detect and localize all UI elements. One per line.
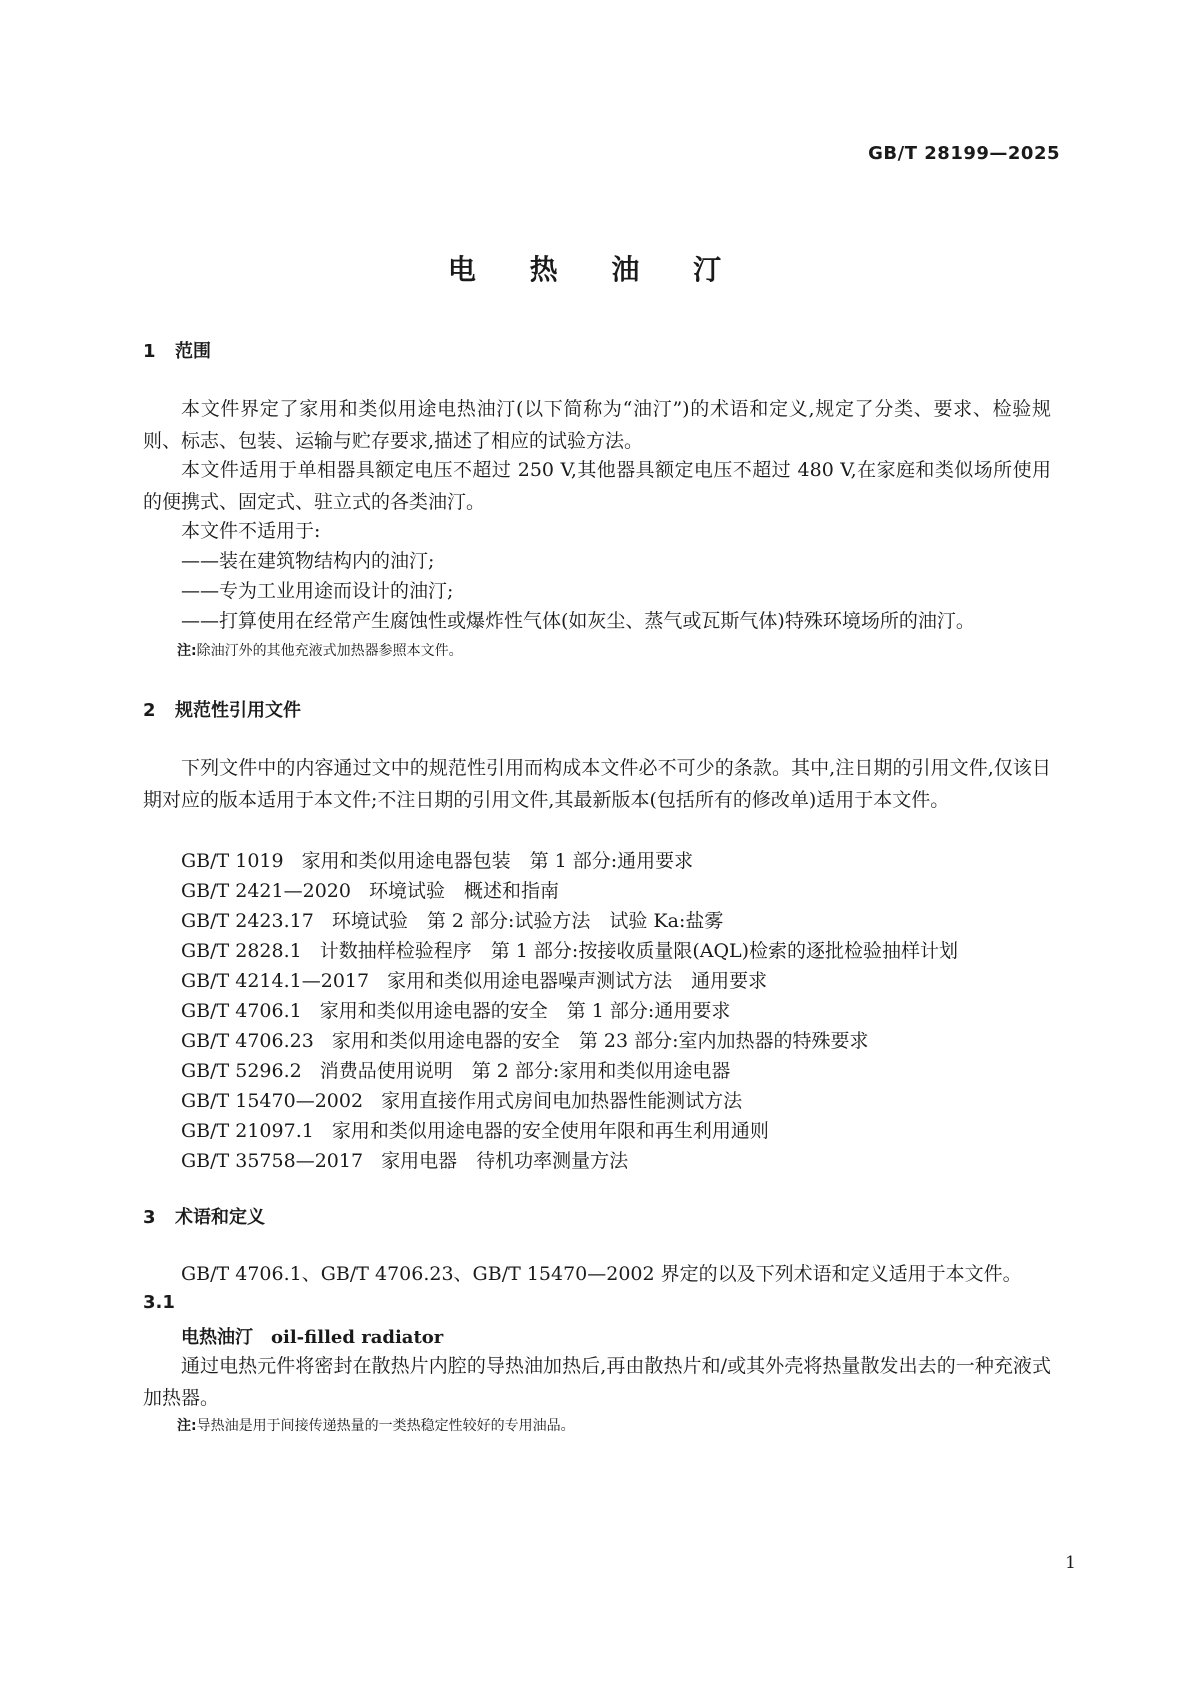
scope-note [177, 640, 463, 660]
reference-title: 家用和类似用途电器的安全 第 1 部分:通用要求 [319, 1000, 731, 1022]
section-number: 3 [143, 1207, 156, 1228]
term-number: 3.1 [143, 1292, 175, 1313]
document-title: 电 热 油 汀 [447, 253, 744, 286]
reference-code: GB/T 2421—2020 [181, 880, 351, 902]
term-chinese: 电热油汀 [181, 1327, 253, 1348]
reference-code: GB/T 15470—2002 [181, 1090, 364, 1112]
section-heading-normative-references [143, 696, 301, 722]
term-english: oil-filled radiator [271, 1327, 444, 1348]
reference-code: GB/T 35758—2017 [181, 1150, 364, 1172]
reference-code: GB/T 4214.1—2017 [181, 970, 370, 992]
section-heading-terms-definitions [143, 1203, 265, 1229]
term-note [177, 1415, 575, 1435]
reference-item [181, 1026, 869, 1053]
section-number: 2 [143, 700, 156, 721]
reference-code: GB/T 4706.23 [181, 1030, 314, 1052]
term-definition: 通过电热元件将密封在散热片内腔的导热油加热后,再由散热片和/或其外壳将热量散发出去的一种充液式加热器。 [143, 1355, 1051, 1409]
reference-item [181, 906, 723, 933]
note-text: 导热油是用于间接传递热量的一类热稳定性较好的专用油品。 [196, 1418, 575, 1434]
scope-exclusion-item: ——专为工业用途而设计的油汀; [181, 580, 454, 602]
reference-item [181, 936, 958, 963]
section-title: 术语和定义 [175, 1207, 265, 1228]
standard-number: GB/T 28199—2025 [868, 143, 1060, 164]
reference-item [181, 876, 559, 903]
section-number: 1 [143, 341, 156, 362]
scope-paragraph-1: 本文件界定了家用和类似用途电热油汀(以下简称为“油汀”)的术语和定义,规定了分类、要求、检验规则、标志、包装、运输与贮存要求,描述了相应的试验方法。 [143, 398, 1051, 452]
section-heading-scope [143, 337, 211, 363]
references-intro-paragraph: 下列文件中的内容通过文中的规范性引用而构成本文件必不可少的条款。其中,注日期的引用文件,仅该日期对应的版本适用于本文件;不注日期的引用文件,其最新版本(包括所有的修改单)适用于本文件。 [143, 757, 1051, 811]
reference-item [181, 996, 730, 1023]
note-label: 注: [177, 643, 197, 659]
section-title: 范围 [175, 341, 211, 362]
reference-title: 家用和类似用途电器包装 第 1 部分:通用要求 [301, 850, 694, 872]
reference-title: 家用直接作用式房间电加热器性能测试方法 [381, 1090, 743, 1112]
note-label: 注: [177, 1418, 197, 1434]
reference-item [181, 1116, 769, 1143]
page-number: 1 [1065, 1553, 1076, 1573]
scope-exclusion-item: ——打算使用在经常产生腐蚀性或爆炸性气体(如灰尘、蒸气或瓦斯气体)特殊环境场所的油汀。 [181, 610, 975, 632]
scope-paragraph-3: 本文件不适用于: [181, 520, 321, 542]
reference-title: 环境试验 第 2 部分:试验方法 试验 Ka:盐雾 [331, 910, 724, 932]
reference-code: GB/T 2423.17 [181, 910, 314, 932]
reference-title: 消费品使用说明 第 2 部分:家用和类似用途电器 [319, 1060, 731, 1082]
section-title: 规范性引用文件 [175, 700, 301, 721]
reference-title: 家用和类似用途电器的安全使用年限和再生利用通则 [331, 1120, 769, 1142]
reference-code: GB/T 21097.1 [181, 1120, 314, 1142]
reference-item [181, 1146, 628, 1173]
term-heading [181, 1323, 443, 1349]
reference-title: 家用和类似用途电器噪声测试方法 通用要求 [387, 970, 768, 992]
reference-title: 家用和类似用途电器的安全 第 23 部分:室内加热器的特殊要求 [331, 1030, 869, 1052]
scope-paragraph-2: 本文件适用于单相器具额定电压不超过 250 V,其他器具额定电压不超过 480 V,在家庭和类似场所使用的便携式、固定式、驻立式的各类油汀。 [143, 459, 1051, 513]
note-text: 除油汀外的其他充液式加热器参照本文件。 [196, 643, 463, 659]
reference-code: GB/T 5296.2 [181, 1060, 302, 1082]
reference-item [181, 846, 693, 873]
terms-intro-paragraph: GB/T 4706.1、GB/T 4706.23、GB/T 15470—2002 界定的以及下列术语和定义适用于本文件。 [181, 1263, 1022, 1285]
reference-title: 环境试验 概述和指南 [368, 880, 559, 902]
scope-exclusion-item: ——装在建筑物结构内的油汀; [181, 550, 435, 572]
reference-title: 家用电器 待机功率测量方法 [381, 1150, 629, 1172]
reference-title: 计数抽样检验程序 第 1 部分:按接收质量限(AQL)检索的逐批检验抽样计划 [319, 940, 959, 962]
reference-code: GB/T 1019 [181, 850, 284, 872]
reference-item [181, 1086, 742, 1113]
reference-code: GB/T 4706.1 [181, 1000, 302, 1022]
reference-item [181, 1056, 730, 1083]
reference-code: GB/T 2828.1 [181, 940, 302, 962]
reference-item [181, 966, 767, 993]
